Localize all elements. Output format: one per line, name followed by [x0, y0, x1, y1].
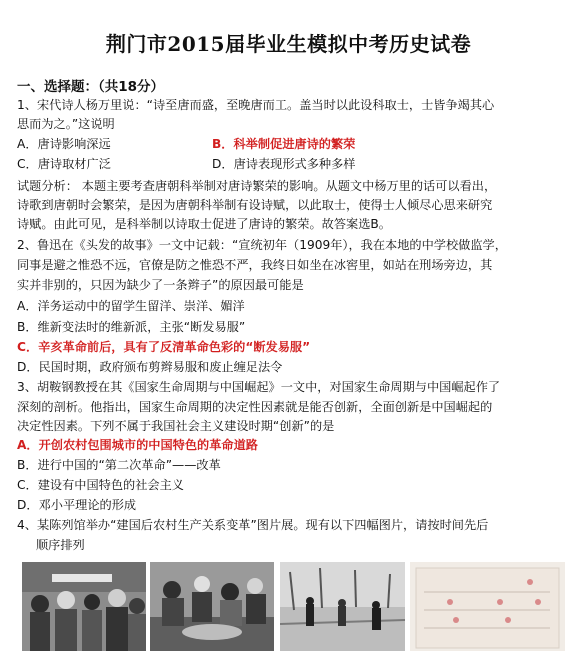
q1-option-d: D．唐诗表现形式多种多样: [212, 157, 356, 171]
q3-stem-line3: 决定性因素。下列不属于我国社会主义建设时期“创新”的是: [17, 419, 335, 433]
q3-stem-line2: 深刻的剖析。他指出，国家生命周期的决定性因素就是能否创新，全面创新是中国崛起的: [17, 400, 493, 414]
q3-option-c: C．建设有中国特色的社会主义: [17, 478, 184, 492]
q1-analysis-line1: 试题分析： 本题主要考查唐朝科举制对唐诗繁荣的影响。从题文中杨万里的话可以看出，: [17, 179, 497, 193]
q2-stem-line3: 实并非别的，只因为缺少了一条辫子”的原因最可能是: [17, 278, 304, 292]
q4-stem-line1: 4、某陈列馆举办“建国后农村生产关系变革”图片展。现有以下四幅图片，请按时间先后: [17, 518, 489, 532]
q1-options-row2: [17, 156, 356, 173]
q2-option-b: B．维新变法时的维新派，主张“断发易服”: [17, 320, 246, 334]
q3-option-a-answer: A．开创农村包围城市的中国特色的革命道路: [17, 438, 258, 452]
q1-stem-line1: 1、宋代诗人杨万里说：“诗至唐而盛，至晚唐而工。盖当时以此设科取士，士皆争竭其心: [17, 98, 495, 112]
historical-photo-1: [22, 562, 146, 651]
exam-title: 荆门市2015届毕业生模拟中考历史试卷: [105, 32, 472, 56]
q1-option-b-answer: B．科举制促进唐诗的繁荣: [212, 137, 356, 151]
q1-analysis-line2: 诗歌到唐朝时会繁荣，是因为唐朝科举制有设诗赋，以此取士，使得士人倾尽心思来研究: [17, 198, 493, 212]
q2-option-d: D．民国时期，政府颁布剪辫易服和废止缠足法令: [17, 360, 283, 374]
q1-option-a: A．唐诗影响深远: [17, 137, 111, 151]
q1-stem-line2: 思而为之。”这说明: [17, 117, 115, 131]
q3-stem-line1: 3、胡鞍钢教授在其《国家生命周期与中国崛起》一文中，对国家生命周期与中国崛起作了: [17, 380, 501, 394]
q1-option-c: C．唐诗取材广泛: [17, 157, 111, 171]
q4-stem-line2: 顺序排列: [36, 538, 85, 552]
q2-stem-line1: 2、鲁迅在《头发的故事》一文中记载：“宣统初年（1909年），我在本地的中学校做监学，: [17, 238, 507, 252]
q2-stem-line2: 同事是避之惟恐不远，官僚是防之惟恐不严，我终日如坐在冰窖里，如站在刑场旁边，其: [17, 258, 493, 272]
historical-photo-2: [150, 562, 274, 651]
q3-option-d: D．邓小平理论的形成: [17, 498, 137, 512]
q1-options-row1: [17, 136, 356, 153]
q1-analysis-line3: 诗赋。由此可见，是科举制以诗取士促进了唐诗的繁荣。故答案选B。: [17, 217, 391, 231]
historical-photo-3: [280, 562, 405, 651]
q3-option-b: B．进行中国的“第二次革命”——改革: [17, 458, 221, 472]
q2-option-c-answer: C．辛亥革命前后，具有了反清革命色彩的“断发易服”: [17, 340, 311, 354]
historical-photo-4: [410, 562, 565, 651]
q2-option-a: A．洋务运动中的留学生留洋、崇洋、媚洋: [17, 299, 245, 313]
section-heading: 一、选择题：（共18分）: [17, 79, 165, 95]
